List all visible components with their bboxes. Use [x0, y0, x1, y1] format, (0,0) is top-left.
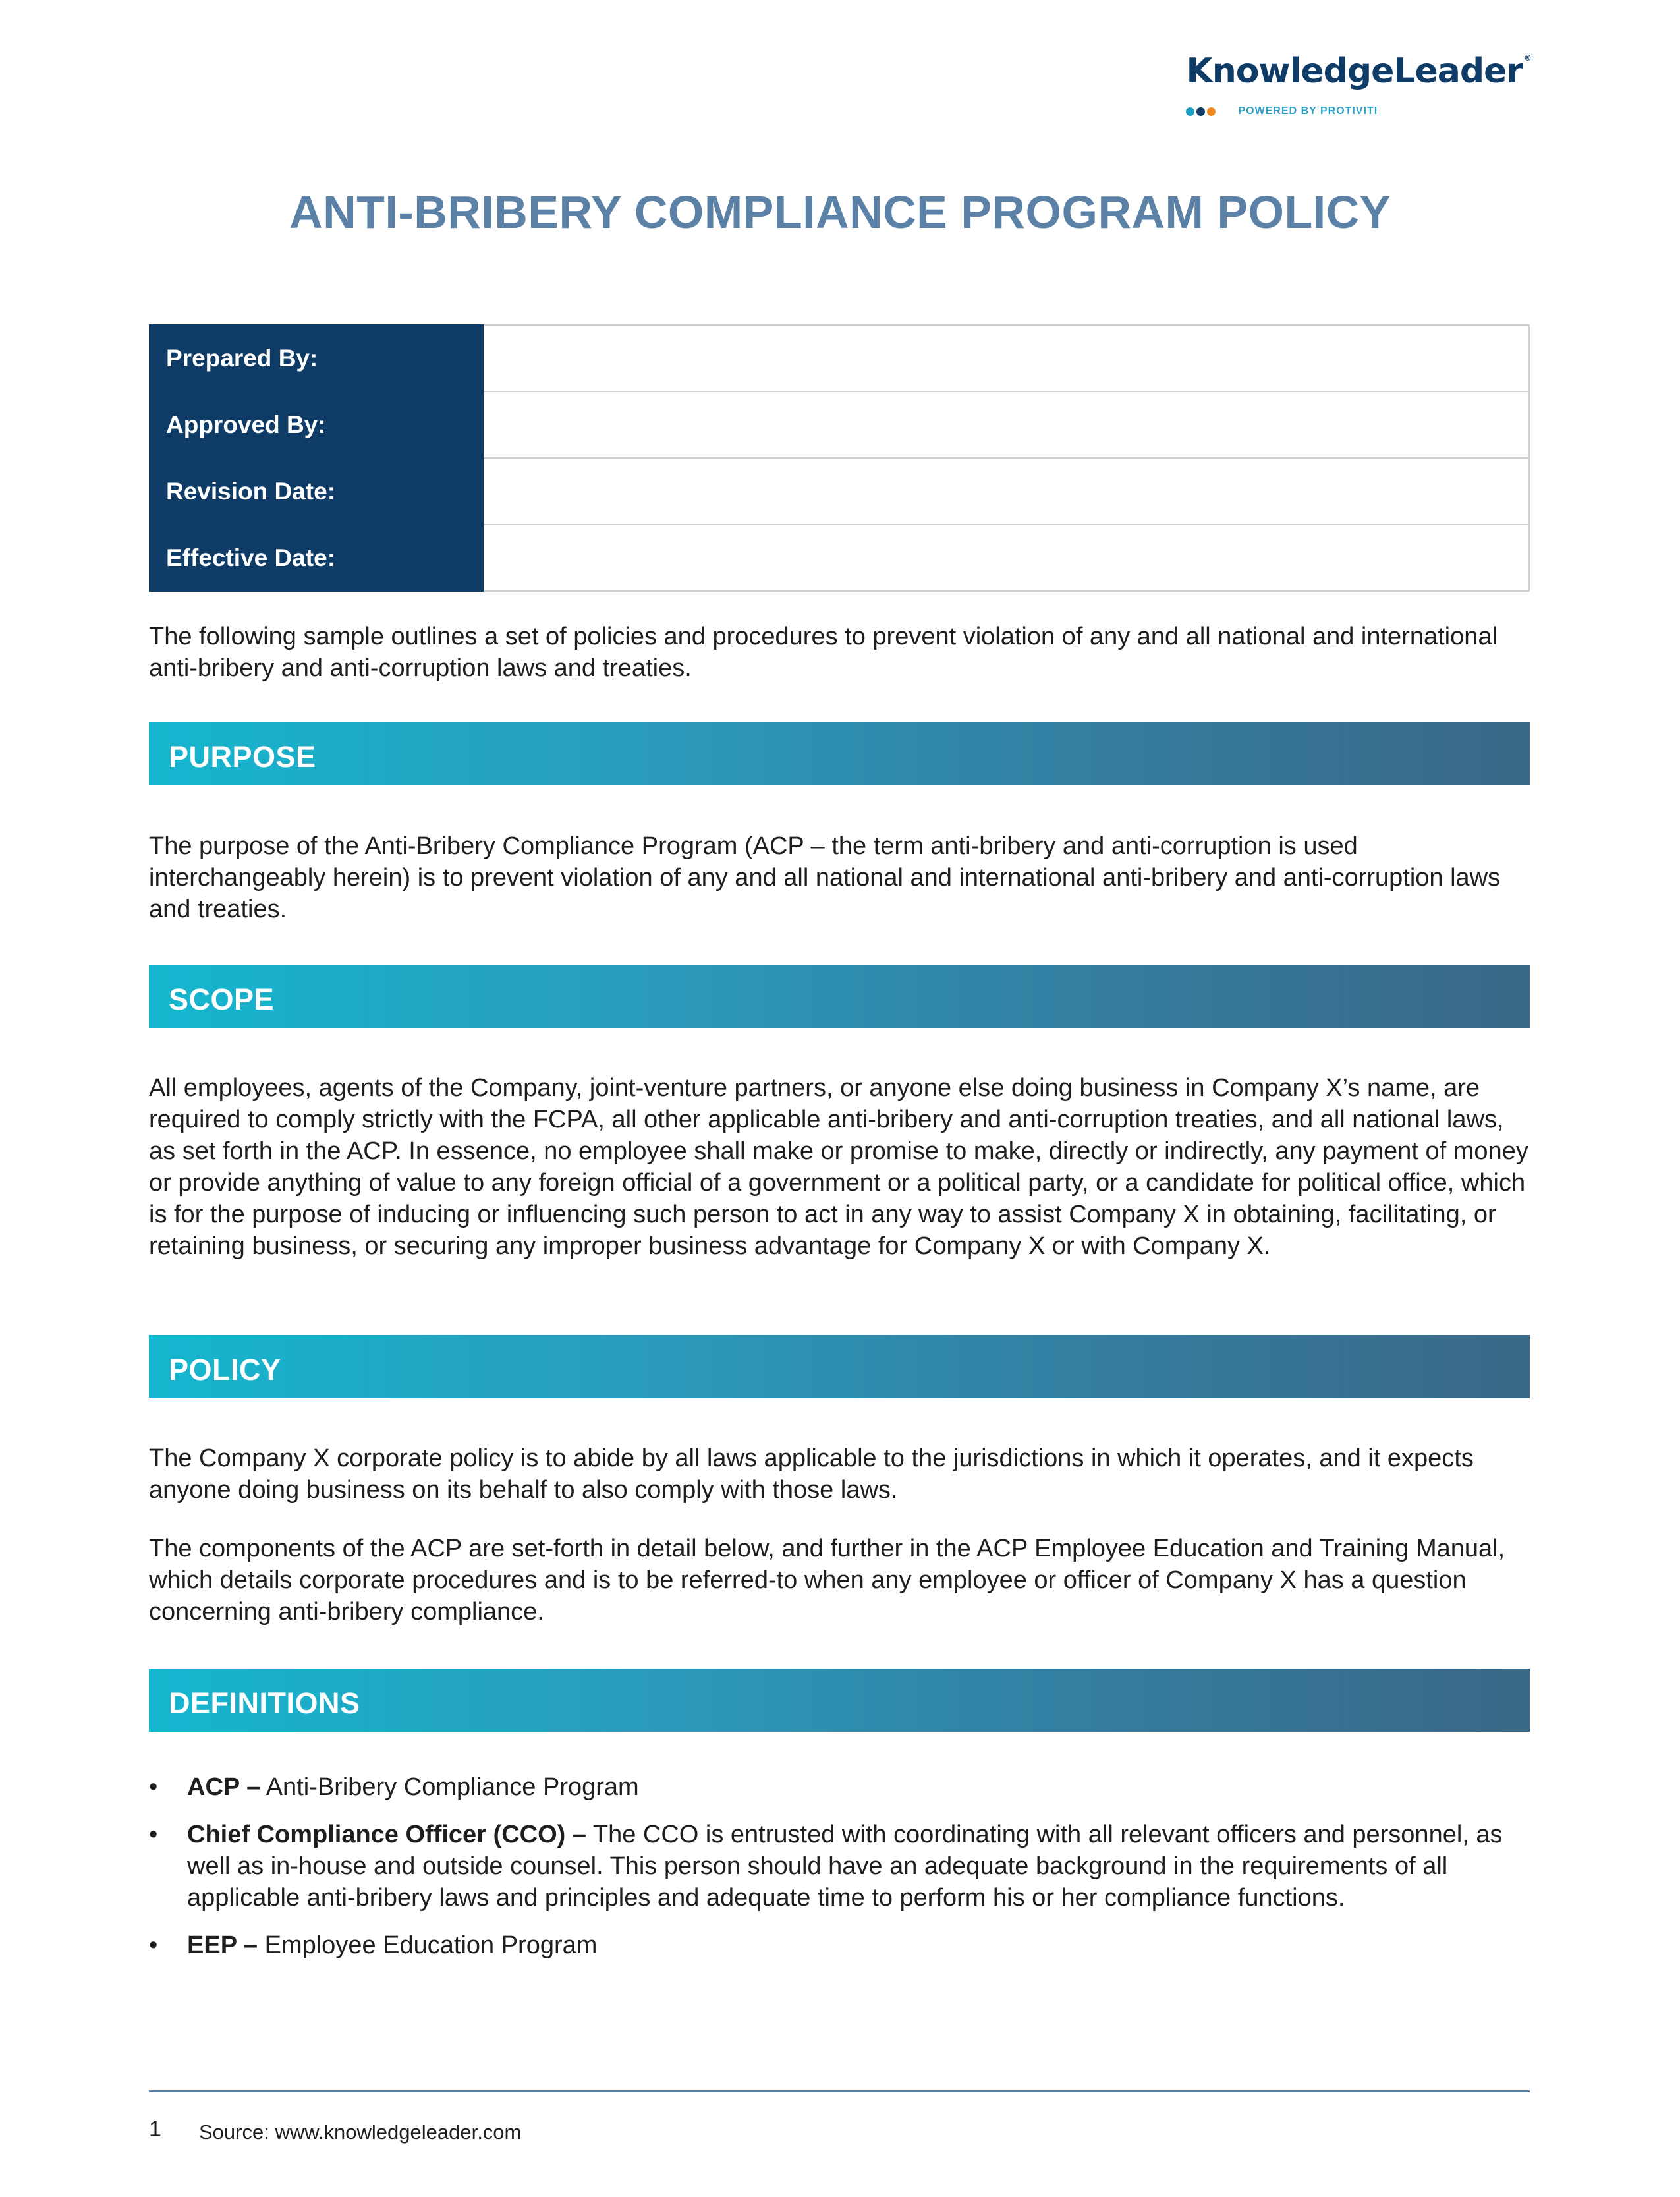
effective-date-label: Effective Date:: [150, 525, 483, 591]
scope-section-header: [149, 965, 1530, 1028]
list-item: [149, 1819, 1532, 1914]
logo-dot-orange: [1207, 107, 1216, 116]
footer-divider: [149, 2090, 1530, 2092]
table-row: [150, 525, 1529, 591]
table-row: [150, 325, 1529, 391]
effective-date-value[interactable]: [483, 525, 1529, 591]
logo-dot-navy: [1196, 107, 1205, 116]
definition-desc: Employee Education Program: [258, 1931, 598, 1959]
source-link[interactable]: Source: www.knowledgeleader.com: [199, 2121, 522, 2144]
definition-term: Chief Compliance Officer (CCO) –: [187, 1821, 586, 1848]
logo-subline: [1186, 105, 1531, 117]
scope-paragraph: All employees, agents of the Company, joint-venture partners, or anyone else doing business in Company X’s name, are required to comply strictly with the FCPA, all other applicable anti-bribery and anti-corruption treaties, and all national laws, as set forth in the ACP. In essence, no employee shall make or promise to make, directly or indirectly, any payment of money or provide anything of value to any foreign official of a government or a political party, or a candidate for political office, which is for the purpose of inducing or influencing such person to act in any way to assist Company X in obtaining, facilitating, or retaining business, or securing any improper business advantage for Company X or with Company X.: [149, 1074, 1528, 1260]
bullet-icon: •: [149, 1931, 158, 1959]
policy-heading: POLICY: [169, 1353, 281, 1386]
logo-wordmark: KnowledgeLeader ®: [1186, 51, 1531, 91]
document-info-table: [149, 324, 1530, 592]
bullet-icon: •: [149, 1773, 158, 1801]
scope-heading: SCOPE: [169, 983, 275, 1016]
registered-mark: ®: [1524, 53, 1531, 63]
knowledgeleader-logo: [1186, 51, 1531, 117]
list-item: [149, 1929, 1532, 1961]
definition-desc: The CCO is entrusted with coordinating with all relevant officers and personnel, as well as in-house and outside counsel. This person should have an adequate background in the requirements of all applicable anti-bribery laws and principles and adequate time to perform his or her compliance functions.: [187, 1821, 1503, 1912]
logo-dots-icon: [1186, 107, 1216, 116]
policy-paragraph-1: The Company X corporate policy is to abide by all laws applicable to the jurisdictions in which it operates, and it expects anyone doing business on its behalf to also comply with those laws.: [149, 1444, 1474, 1504]
logo-dot-teal: [1186, 107, 1194, 116]
table-row: [150, 391, 1529, 458]
page-number: 1: [149, 2117, 161, 2142]
approved-by-label: Approved By:: [150, 391, 483, 458]
purpose-section-header: [149, 722, 1530, 785]
definition-desc: Anti-Bribery Compliance Program: [260, 1773, 639, 1801]
policy-paragraph-2: The components of the ACP are set-forth in detail below, and further in the ACP Employee Education and Training Manual, which details corporate procedures and is to be referred-to when any employee or officer of Company X has a question concerning anti-bribery compliance.: [149, 1535, 1505, 1626]
table-row: [150, 458, 1529, 525]
list-item: [149, 1771, 1532, 1803]
definitions-heading: DEFINITIONS: [169, 1686, 360, 1720]
powered-by-label: POWERED BY PROTIVITI: [1238, 105, 1378, 117]
definitions-list: [149, 1771, 1532, 1977]
definitions-section-header: [149, 1669, 1530, 1732]
revision-date-label: Revision Date:: [150, 458, 483, 525]
prepared-by-label: Prepared By:: [150, 325, 483, 391]
bullet-icon: •: [149, 1821, 158, 1848]
purpose-heading: PURPOSE: [169, 740, 316, 774]
definition-term: ACP –: [187, 1773, 261, 1801]
approved-by-value[interactable]: [483, 391, 1529, 458]
policy-section-header: [149, 1335, 1530, 1398]
revision-date-value[interactable]: [483, 458, 1529, 525]
purpose-paragraph: The purpose of the Anti-Bribery Compliance Program (ACP – the term anti-bribery and anti-corruption is used interchangeably herein) is to prevent violation of any and all national and international anti-bribery and anti-corruption laws and treaties.: [149, 832, 1501, 923]
document-title: ANTI-BRIBERY COMPLIANCE PROGRAM POLICY: [289, 186, 1391, 238]
intro-paragraph: The following sample outlines a set of policies and procedures to prevent violation of any and all national and international anti-bribery and anti-corruption laws and treaties.: [149, 623, 1498, 682]
prepared-by-value[interactable]: [483, 325, 1529, 391]
definition-term: EEP –: [187, 1931, 258, 1959]
